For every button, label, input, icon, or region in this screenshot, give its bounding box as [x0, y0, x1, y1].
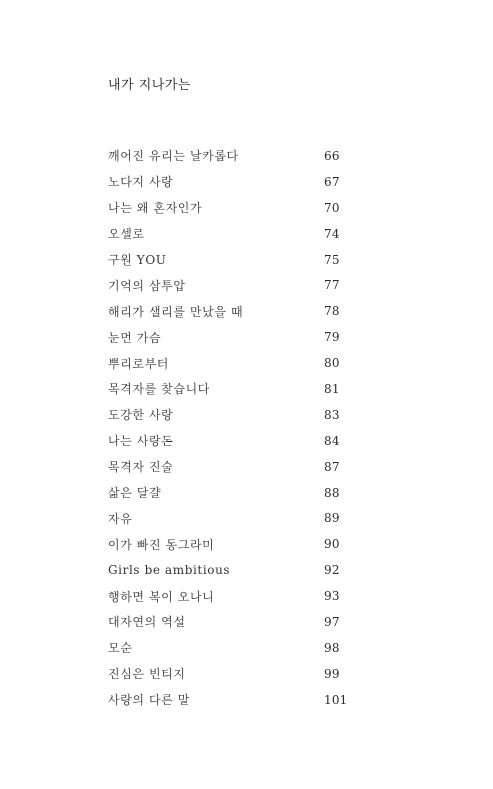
toc-entry — [108, 557, 348, 583]
toc-entry-title: 노다지 사랑 — [108, 175, 174, 190]
toc-entry-page-number: 97 — [324, 614, 340, 629]
toc-entry-page-number: 77 — [324, 278, 340, 293]
toc-entry-page-number: 101 — [324, 692, 348, 707]
toc-entry-title: 해리가 샐리를 만났을 때 — [108, 304, 244, 319]
toc-entry-page-number: 74 — [324, 226, 340, 241]
toc-entry-title: 오셀로 — [108, 227, 145, 242]
toc-entry-page-number: 78 — [324, 304, 340, 319]
toc-entry — [108, 531, 348, 557]
toc-entry-title: 목격자 진술 — [108, 460, 174, 475]
toc-entry-title: 도강한 사랑 — [108, 408, 174, 423]
toc-entry — [108, 583, 348, 609]
toc-entry-title: 행하면 복이 오나니 — [108, 589, 215, 604]
toc-entry-title: 진심은 빈티지 — [108, 667, 186, 682]
toc-entry-title: 눈먼 가슴 — [108, 330, 162, 345]
toc-entry-title: 목격자를 찾습니다 — [108, 382, 210, 397]
toc-entry-page-number: 84 — [324, 433, 340, 448]
toc-entry — [108, 376, 348, 402]
toc-entry-title: 구원 YOU — [108, 253, 167, 267]
toc-entry-page-number: 99 — [324, 666, 340, 681]
toc-entry-title: 삶은 달걀 — [108, 486, 162, 501]
toc-entry — [108, 272, 348, 298]
toc-entry-page-number: 70 — [324, 200, 340, 215]
toc-entry-page-number: 79 — [324, 330, 340, 345]
toc-entry — [108, 350, 348, 376]
toc-entry-title: 모순 — [108, 641, 133, 656]
toc-entry-title: 이가 빠진 동그라미 — [108, 537, 215, 552]
section-title: 내가 지나가는 — [108, 78, 191, 93]
toc-entry-title: 뿌리로부터 — [108, 356, 169, 371]
toc-entry — [108, 221, 348, 247]
toc-entry-page-number: 98 — [324, 640, 340, 655]
toc-entry — [108, 454, 348, 480]
toc-entry-title: 대자연의 역설 — [108, 615, 186, 630]
toc-entry-page-number: 81 — [324, 381, 340, 396]
toc-entry-page-number: 87 — [324, 459, 340, 474]
toc-entry — [108, 195, 348, 221]
toc-entry — [108, 480, 348, 506]
toc-entry — [108, 169, 348, 195]
toc-entry — [108, 687, 348, 713]
toc-entry-page-number: 90 — [324, 537, 340, 552]
toc-entry-page-number: 92 — [324, 563, 340, 578]
toc-entry-title: 깨어진 유리는 날카롭다 — [108, 149, 239, 164]
table-of-contents — [108, 143, 348, 713]
toc-entry-title: 기억의 삼투압 — [108, 278, 186, 293]
toc-entry — [108, 402, 348, 428]
toc-entry — [108, 247, 348, 273]
toc-entry — [108, 143, 348, 169]
toc-entry — [108, 635, 348, 661]
toc-entry — [108, 298, 348, 324]
toc-entry — [108, 324, 348, 350]
toc-entry-page-number: 89 — [324, 511, 340, 526]
toc-entry-page-number: 83 — [324, 407, 340, 422]
toc-entry-page-number: 75 — [324, 252, 340, 267]
toc-entry-title: 자유 — [108, 511, 133, 526]
toc-entry-title: 나는 왜 혼자인가 — [108, 201, 203, 216]
toc-entry-page-number: 67 — [324, 174, 340, 189]
toc-entry-page-number: 93 — [324, 589, 340, 604]
toc-entry-title: 나는 사랑돈 — [108, 434, 174, 449]
toc-entry — [108, 505, 348, 531]
toc-entry-title: Girls be ambitious — [108, 563, 231, 578]
toc-entry-page-number: 66 — [324, 148, 340, 163]
toc-entry-page-number: 80 — [324, 356, 340, 371]
toc-entry-page-number: 88 — [324, 485, 340, 500]
toc-entry — [108, 661, 348, 687]
toc-entry — [108, 609, 348, 635]
toc-entry — [108, 428, 348, 454]
toc-entry-title: 사랑의 다른 말 — [108, 693, 190, 708]
